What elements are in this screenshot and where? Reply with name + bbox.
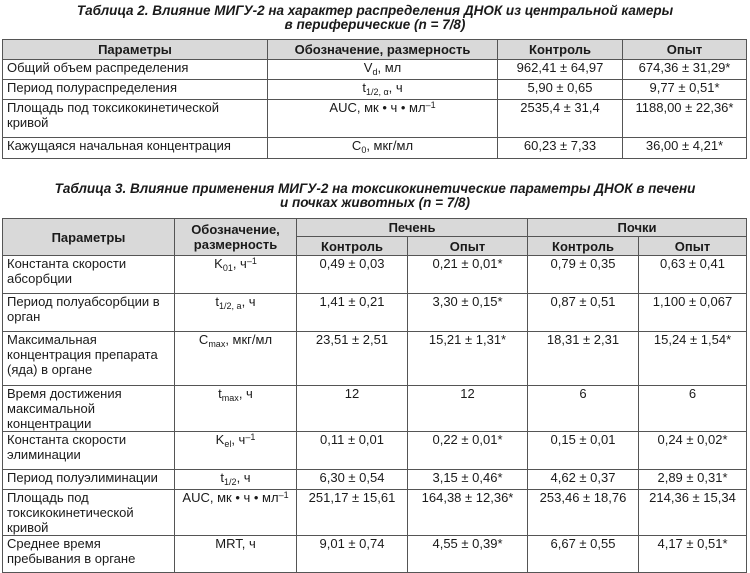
liver-exp-value: 0,21 ± 0,01*: [408, 256, 528, 294]
symbol-text: t: [218, 386, 222, 401]
symbol-subscript: max: [208, 339, 226, 349]
symbol-cell: [268, 138, 498, 159]
kidney-control-value: 0,79 ± 0,35: [528, 256, 639, 294]
symbol-cell: [175, 470, 297, 490]
table-row: [3, 294, 747, 332]
table-row: [3, 386, 747, 432]
liver-control-value: 0,11 ± 0,01: [297, 432, 408, 470]
symbol-cell: [268, 60, 498, 80]
kidney-exp-value: 15,24 ± 1,54*: [639, 332, 747, 386]
table2-caption-line1: Таблица 2. Влияние МИГУ-2 на характер распределения ДНОК из центральной камеры: [76, 3, 674, 18]
table2-header-control: Контроль: [498, 40, 623, 60]
symbol-unit: , мкг/мл: [225, 332, 273, 347]
table3-header-liver: Печень: [297, 219, 528, 237]
kidney-exp-value: 0,63 ± 0,41: [639, 256, 747, 294]
table-row: [3, 100, 747, 138]
param-cell: Среднее время пребывания в органе: [3, 536, 175, 573]
symbol-text: MRT: [215, 536, 242, 551]
exp-value: 9,77 ± 0,51*: [623, 80, 747, 100]
symbol-cell: [268, 100, 498, 138]
param-cell: Площадь под токсикокинетической кривой: [3, 100, 268, 138]
kidney-control-value: 4,62 ± 0,37: [528, 470, 639, 490]
liver-exp-value: 0,22 ± 0,01*: [408, 432, 528, 470]
table3-header-kidney: Почки: [528, 219, 747, 237]
symbol-text: t: [220, 470, 225, 485]
table-row: [3, 490, 747, 536]
exp-value: 674,36 ± 31,29*: [623, 60, 747, 80]
table2-header-exp: Опыт: [623, 40, 747, 60]
table3-header-symbol: Обозначение, размерность: [175, 219, 297, 256]
symbol-subscript: 1/2, a: [219, 301, 242, 311]
symbol-cell: [175, 536, 297, 573]
table2-caption: [0, 4, 750, 32]
symbol-cell: [175, 386, 297, 432]
symbol-unit: , ч: [238, 386, 253, 401]
table2-header-symbol: Обозначение, размерность: [268, 40, 498, 60]
liver-control-value: 12: [297, 386, 408, 432]
symbol-subscript: 1/2, α: [365, 87, 389, 97]
param-cell: Время достижения максимальной концентрации: [3, 386, 175, 432]
liver-exp-value: 4,55 ± 0,39*: [408, 536, 528, 573]
symbol-text: C: [198, 332, 209, 347]
table-row: [3, 256, 747, 294]
symbol-text: C: [351, 138, 362, 153]
param-cell: Общий объем распределения: [3, 60, 268, 80]
symbol-text: K: [214, 256, 223, 271]
table-row: [3, 80, 747, 100]
liver-exp-value: 3,15 ± 0,46*: [408, 470, 528, 490]
kidney-exp-value: 1,100 ± 0,067: [639, 294, 747, 332]
kidney-exp-value: 214,36 ± 15,34: [639, 490, 747, 536]
symbol-subscript: max: [221, 393, 239, 403]
table-row: [3, 138, 747, 159]
symbol-cell: [268, 80, 498, 100]
liver-control-value: 1,41 ± 0,21: [297, 294, 408, 332]
liver-exp-value: 15,21 ± 1,31*: [408, 332, 528, 386]
symbol-superscript: –1: [278, 490, 289, 500]
table-row: [3, 470, 747, 490]
symbol-cell: [175, 332, 297, 386]
symbol-subscript: d: [372, 67, 378, 77]
param-cell: Период полуэлиминации: [3, 470, 175, 490]
kidney-control-value: 0,15 ± 0,01: [528, 432, 639, 470]
symbol-text: K: [215, 432, 225, 447]
symbol-subscript: 01: [222, 263, 233, 273]
symbol-unit: , ч: [388, 80, 403, 95]
symbol-text: t: [215, 294, 220, 309]
table3-caption-line2: и почках животных (n = 7/8): [279, 195, 471, 210]
symbol-unit: , ч: [231, 432, 246, 447]
liver-exp-value: 12: [408, 386, 528, 432]
control-value: 2535,4 ± 31,4: [498, 100, 623, 138]
symbol-unit: , ч: [241, 294, 256, 309]
control-value: 60,23 ± 7,33: [498, 138, 623, 159]
symbol-cell: [175, 256, 297, 294]
table3-caption: [0, 182, 750, 210]
kidney-exp-value: 4,17 ± 0,51*: [639, 536, 747, 573]
symbol-text: AUC, мк • ч • мл: [182, 490, 279, 505]
liver-control-value: 6,30 ± 0,54: [297, 470, 408, 490]
control-value: 5,90 ± 0,65: [498, 80, 623, 100]
param-cell: Кажущаяся начальная концентрация: [3, 138, 268, 159]
table3-header-liver-control: Контроль: [297, 237, 408, 256]
param-cell: Максимальная концентрация препарата (яда) в органе: [3, 332, 175, 386]
table2-caption-line2: в периферические (n = 7/8): [284, 17, 466, 32]
kidney-control-value: 18,31 ± 2,31: [528, 332, 639, 386]
liver-control-value: 251,17 ± 15,61: [297, 490, 408, 536]
kidney-exp-value: 6: [639, 386, 747, 432]
table3-caption-line1: Таблица 3. Влияние применения МИГУ-2 на токсикокинетические параметры ДНОК в печени: [54, 181, 696, 196]
table-row: [3, 60, 747, 80]
symbol-text: V: [363, 60, 373, 75]
liver-exp-value: 164,38 ± 12,36*: [408, 490, 528, 536]
kidney-exp-value: 0,24 ± 0,02*: [639, 432, 747, 470]
kidney-exp-value: 2,89 ± 0,31*: [639, 470, 747, 490]
table-row: [3, 432, 747, 470]
param-cell: Период полураспределения: [3, 80, 268, 100]
symbol-cell: [175, 490, 297, 536]
symbol-subscript: 0: [361, 145, 367, 155]
symbol-superscript: –1: [246, 256, 257, 266]
symbol-superscript: –1: [425, 100, 436, 110]
symbol-superscript: –1: [245, 432, 256, 442]
exp-value: 36,00 ± 4,21*: [623, 138, 747, 159]
symbol-unit: , ч: [236, 470, 251, 485]
symbol-unit: , ч: [241, 536, 256, 551]
kidney-control-value: 6: [528, 386, 639, 432]
control-value: 962,41 ± 64,97: [498, 60, 623, 80]
liver-control-value: 23,51 ± 2,51: [297, 332, 408, 386]
symbol-unit: , ч: [232, 256, 247, 271]
table-row: [3, 536, 747, 573]
symbol-subscript: el: [224, 439, 232, 449]
table2: [2, 39, 747, 159]
symbol-cell: [175, 294, 297, 332]
kidney-control-value: 6,67 ± 0,55: [528, 536, 639, 573]
symbol-unit: , мл: [377, 60, 402, 75]
liver-exp-value: 3,30 ± 0,15*: [408, 294, 528, 332]
kidney-control-value: 253,46 ± 18,76: [528, 490, 639, 536]
table3-header-liver-exp: Опыт: [408, 237, 528, 256]
exp-value: 1188,00 ± 22,36*: [623, 100, 747, 138]
table3: [2, 218, 747, 573]
table3-header-kidney-control: Контроль: [528, 237, 639, 256]
param-cell: Период полуабсорбции в орган: [3, 294, 175, 332]
symbol-text: AUC, мк • ч • мл: [329, 100, 426, 115]
symbol-unit: , мкг/мл: [366, 138, 414, 153]
liver-control-value: 9,01 ± 0,74: [297, 536, 408, 573]
symbol-cell: [175, 432, 297, 470]
liver-control-value: 0,49 ± 0,03: [297, 256, 408, 294]
table-row: [3, 332, 747, 386]
kidney-control-value: 0,87 ± 0,51: [528, 294, 639, 332]
param-cell: Константа скорости элиминации: [3, 432, 175, 470]
symbol-text: t: [362, 80, 366, 95]
table3-header-params: Параметры: [3, 219, 175, 256]
table2-header-params: Параметры: [3, 40, 268, 60]
table3-header-kidney-exp: Опыт: [639, 237, 747, 256]
param-cell: Площадь под токсикокинетической кривой: [3, 490, 175, 536]
symbol-subscript: 1/2: [224, 477, 237, 487]
param-cell: Константа скорости абсорбции: [3, 256, 175, 294]
